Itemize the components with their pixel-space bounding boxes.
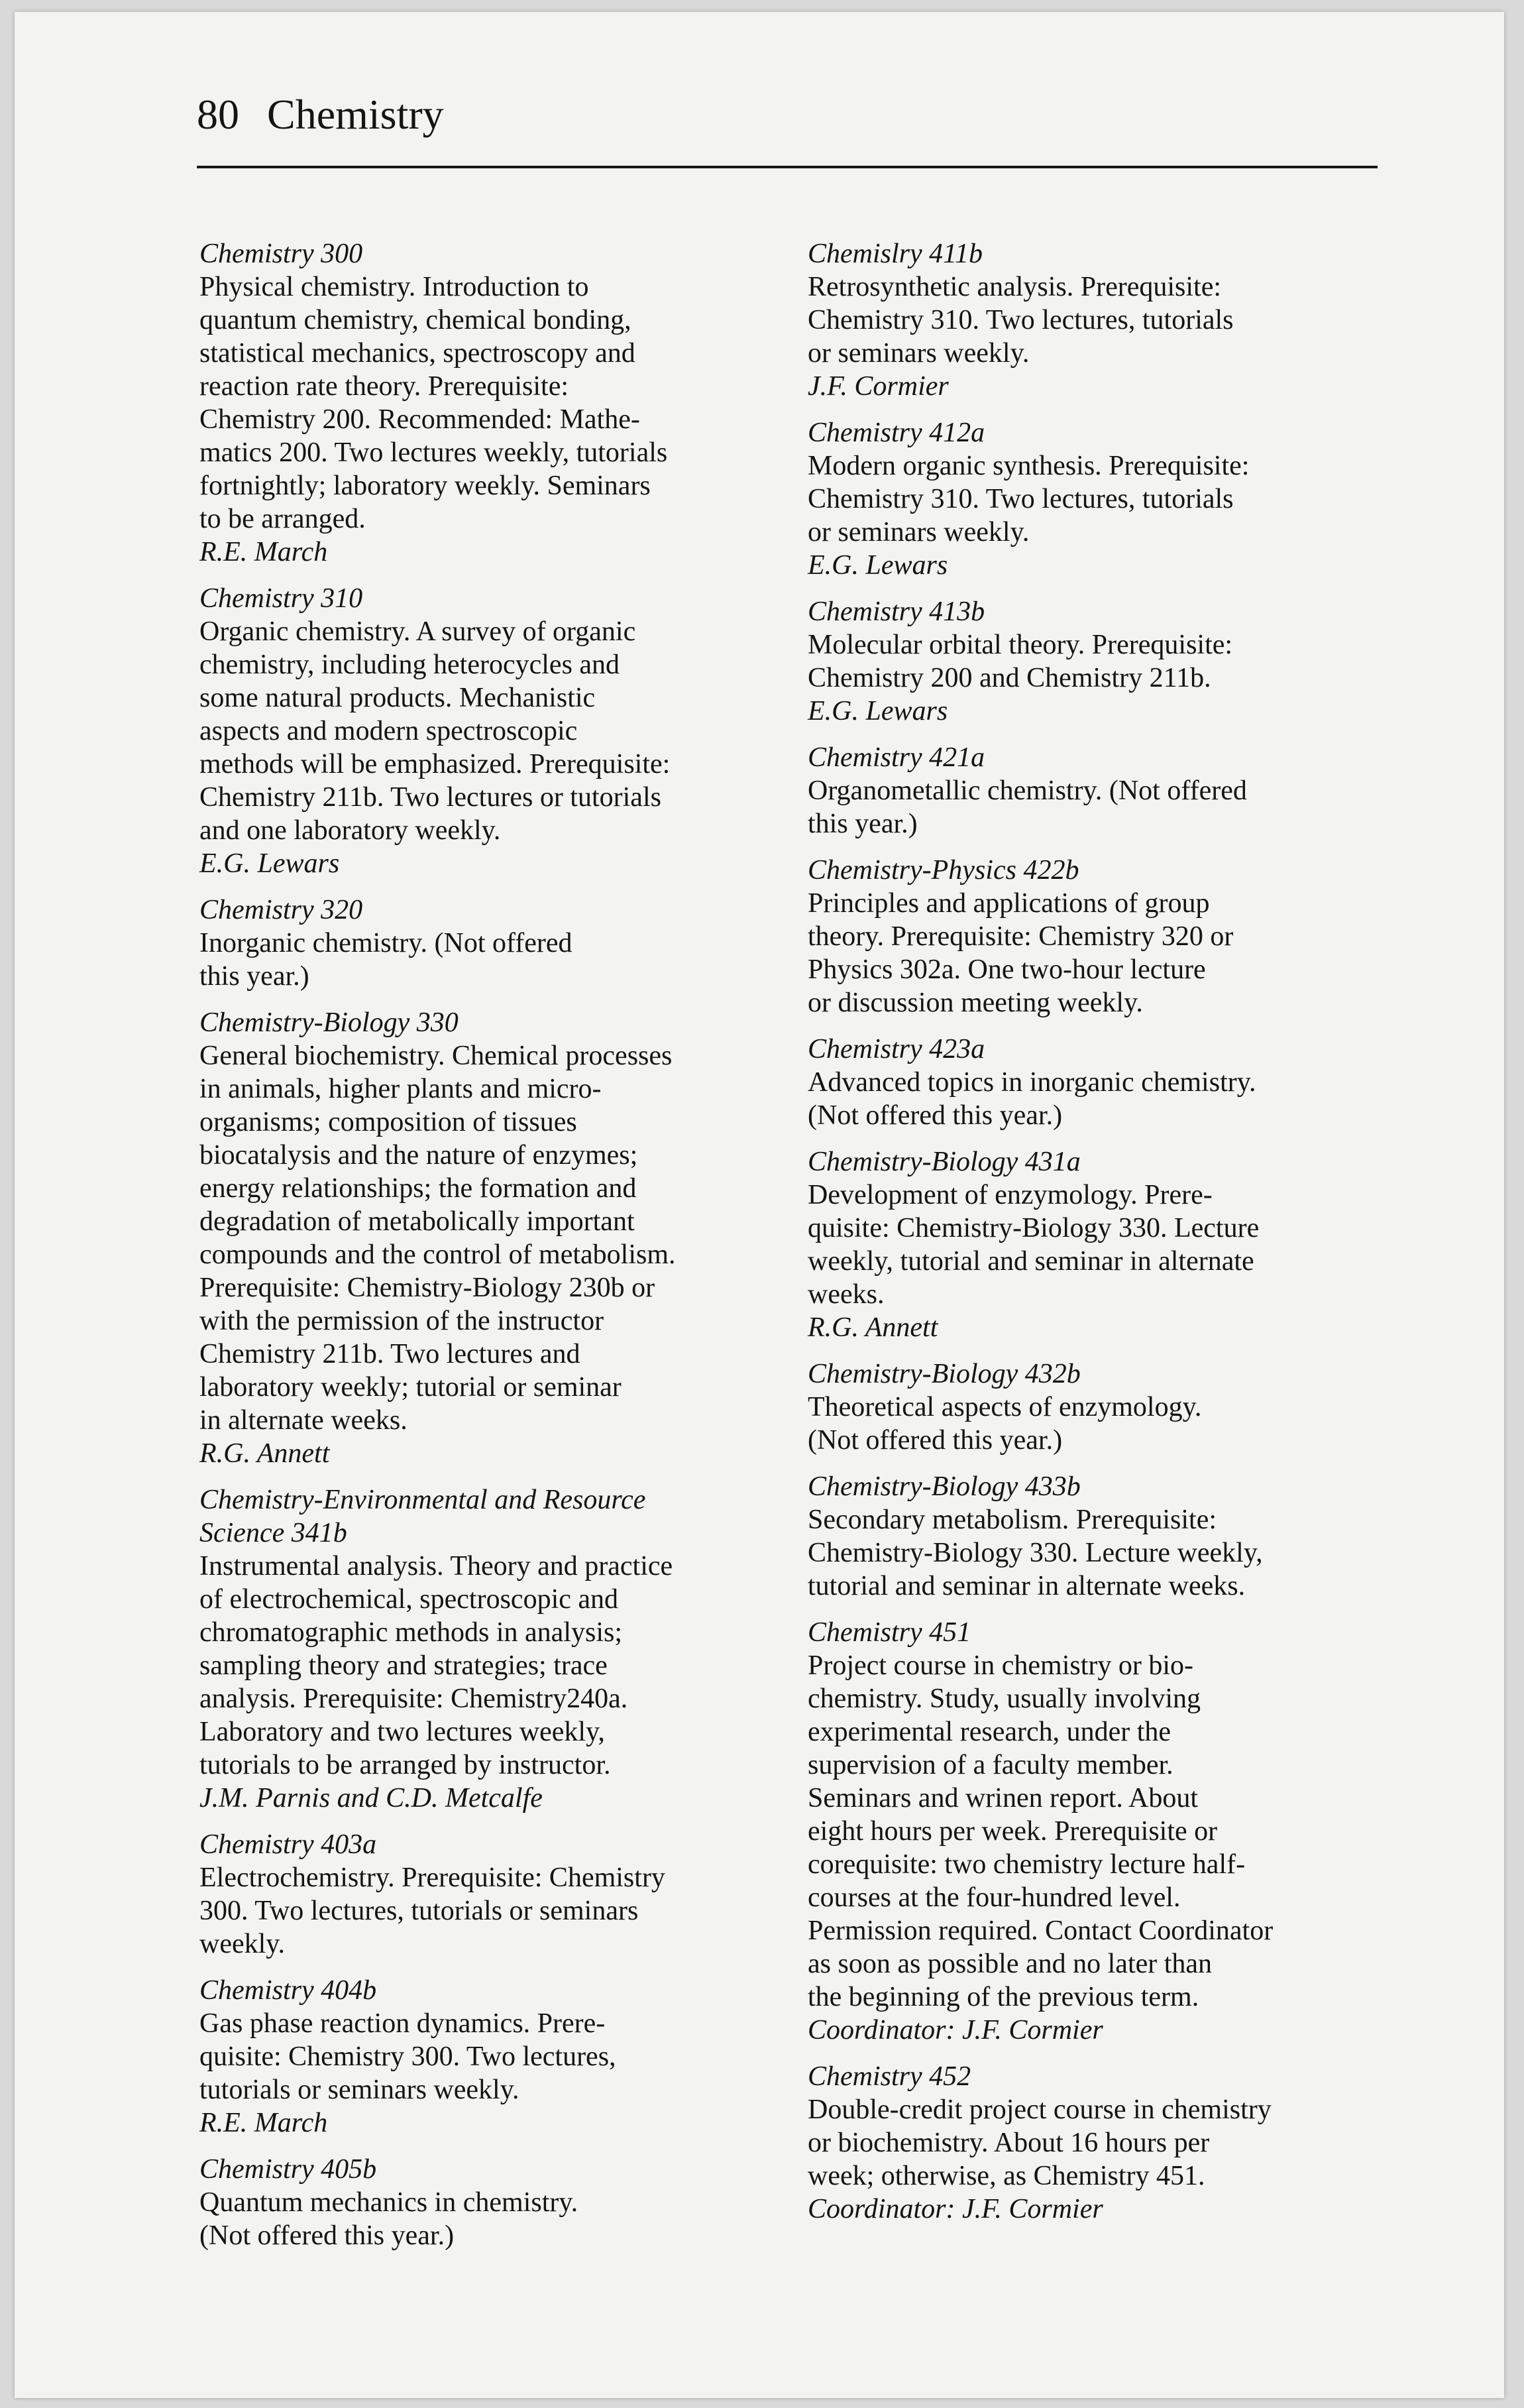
course-entry — [808, 416, 1364, 582]
course-instructor: Coordinator: J.F. Cormier — [808, 2015, 1103, 2045]
course-description: Principles and applications of group theory. Prerequisite: Chemistry 320 or Physics 302a. One two-hour lecture or discussion meeting weekly. — [808, 888, 1234, 1018]
course-title: Chemistry-Biology 330 — [199, 1007, 459, 1038]
course-instructor: R.E. March — [199, 537, 328, 567]
course-description: Physical chemistry. Introduction to quantum chemistry, chemical bonding, statistical mechanics, spectroscopy and reaction rate theory. Prerequisite: Chemistry 200. Recommended: Mathe- matics 200. Two lectures weekly, tutorials fortnightly; laboratory weekly. Seminars to be arranged. — [199, 272, 668, 534]
course-entry — [808, 741, 1364, 840]
course-description: Instrumental analysis. Theory and practice of electrochemical, spectroscopic and chromatographic methods in analysis; sampling theory and strategies; trace analysis. Prerequisite: Chemistry240a. Laboratory and two lectures weekly, tutorials to be arranged by instructor. — [199, 1551, 673, 1780]
course-title: Chemistry 413b — [808, 597, 985, 627]
left-column — [199, 237, 783, 2265]
course-instructor: J.F. Cormier — [808, 371, 949, 402]
course-instructor: R.E. March — [199, 2108, 328, 2138]
course-description: Quantum mechanics in chemistry. (Not offered this year.) — [199, 2187, 578, 2251]
course-description: Electrochemistry. Prerequisite: Chemistry 300. Two lectures, tutorials or seminars weekly. — [199, 1863, 665, 1959]
course-entry — [808, 1145, 1364, 1344]
course-title: Chemistry 404b — [199, 1975, 377, 2006]
course-description: Organometallic chemistry. (Not offered this year.) — [808, 775, 1247, 839]
course-entry — [199, 1006, 783, 1470]
course-entry — [808, 595, 1364, 728]
course-description: Molecular orbital theory. Prerequisite: Chemistry 200 and Chemistry 211b. — [808, 630, 1233, 693]
course-description: Secondary metabolism. Prerequisite: Chemistry-Biology 330. Lecture weekly, tutorial and seminar in alternate weeks. — [808, 1505, 1263, 1601]
course-description: Inorganic chemistry. (Not offered this year.) — [199, 928, 572, 992]
course-description: Development of enzymology. Prere- quisite: Chemistry-Biology 330. Lecture weekly, tutorial and seminar in alternate weeks. — [808, 1180, 1260, 1310]
document-page — [15, 12, 1504, 2398]
course-entry — [199, 582, 783, 880]
course-description: Retrosynthetic analysis. Prerequisite: Chemistry 310. Two lectures, tutorials or seminars weekly. — [808, 272, 1234, 369]
course-instructor: J.M. Parnis and C.D. Metcalfe — [199, 1783, 543, 1813]
course-entry — [808, 2060, 1364, 2226]
course-title: Chemistry 405b — [199, 2154, 377, 2185]
course-title: Chemislry 411b — [808, 239, 983, 269]
course-entry — [808, 854, 1364, 1019]
course-instructor: Coordinator: J.F. Cormier — [808, 2194, 1103, 2224]
course-entry — [199, 1828, 783, 1961]
course-entry — [199, 1483, 783, 1815]
course-entry — [808, 1616, 1364, 2047]
course-title: Chemistry 421a — [808, 742, 985, 773]
course-description: Double-credit project course in chemistry or biochemistry. About 16 hours per week; otherwise, as Chemistry 451. — [808, 2094, 1272, 2191]
course-entry — [199, 1974, 783, 2140]
course-title: Chemistry 452 — [808, 2061, 971, 2092]
header-rule — [197, 166, 1378, 168]
course-entry — [199, 237, 783, 569]
course-description: Organic chemistry. A survey of organic chemistry, including heterocycles and some natural products. Mechanistic aspects and modern spectroscopic methods will be emphasized. Prerequisite: Chemistry 211b. Two lectures or tutorials and one laboratory weekly. — [199, 616, 671, 846]
course-title: Chemistry-Biology 431a — [808, 1147, 1081, 1177]
course-title: Chemistry-Biology 433b — [808, 1471, 1081, 1502]
course-instructor: R.G. Annett — [199, 1438, 330, 1469]
course-title: Chemistry 403a — [199, 1829, 377, 1860]
course-entry — [808, 1470, 1364, 1603]
course-title: Chemistry 310 — [199, 583, 363, 614]
course-description: General biochemistry. Chemical processes in animals, higher plants and micro- organisms; composition of tissues biocatalysis and the nature of enzymes; energy relationships; the formation and degradation of metabolically important compounds and the control of metabolism. Prerequisite: Chemistry-Biology 230b or with the permission of the instructor Chemistry 211b. Two lectures and laboratory weekly; tutorial or seminar in alternate weeks. — [199, 1041, 676, 1436]
course-instructor: E.G. Lewars — [808, 696, 948, 726]
course-instructor: E.G. Lewars — [199, 848, 340, 879]
course-description: Advanced topics in inorganic chemistry. (Not offered this year.) — [808, 1067, 1256, 1131]
course-description: Modern organic synthesis. Prerequisite: Chemistry 310. Two lectures, tutorials or seminars weekly. — [808, 451, 1250, 547]
course-description: Gas phase reaction dynamics. Prere- quisite: Chemistry 300. Two lectures, tutorials or seminars weekly. — [199, 2008, 616, 2105]
course-title: Chemistry 423a — [808, 1034, 985, 1064]
course-description: Theoretical aspects of enzymology. (Not offered this year.) — [808, 1392, 1202, 1456]
page-title: Chemistry — [267, 91, 444, 138]
course-title: Chemistry-Biology 432b — [808, 1359, 1081, 1389]
page-header — [197, 90, 444, 139]
course-title: Chemistry 320 — [199, 895, 363, 925]
course-title: Chemistry 300 — [199, 239, 363, 269]
right-column — [808, 237, 1364, 2239]
course-title: Chemistry-Physics 422b — [808, 855, 1079, 886]
course-title: Chemistry 412a — [808, 418, 985, 448]
course-entry — [808, 237, 1364, 403]
course-instructor: R.G. Annett — [808, 1312, 938, 1343]
course-entry — [808, 1033, 1364, 1132]
course-title: Chemistry 451 — [808, 1617, 971, 1648]
course-instructor: E.G. Lewars — [808, 550, 948, 581]
course-entry — [808, 1357, 1364, 1457]
course-description: Project course in chemistry or bio- chemistry. Study, usually involving experimental research, under the supervision of a faculty member. Seminars and wrinen report. About eight hours per week. Prerequisite or corequisite: two chemistry lecture half- courses at the four-hundred level. Permission required. Contact Coordinator as soon as possible and no later than the beginning of the previous term. — [808, 1650, 1274, 2012]
course-entry — [199, 893, 783, 993]
course-entry — [199, 2153, 783, 2252]
page-number: 80 — [197, 91, 239, 138]
course-title: Chemistry-Environmental and Resource Science 341b — [199, 1485, 646, 1548]
